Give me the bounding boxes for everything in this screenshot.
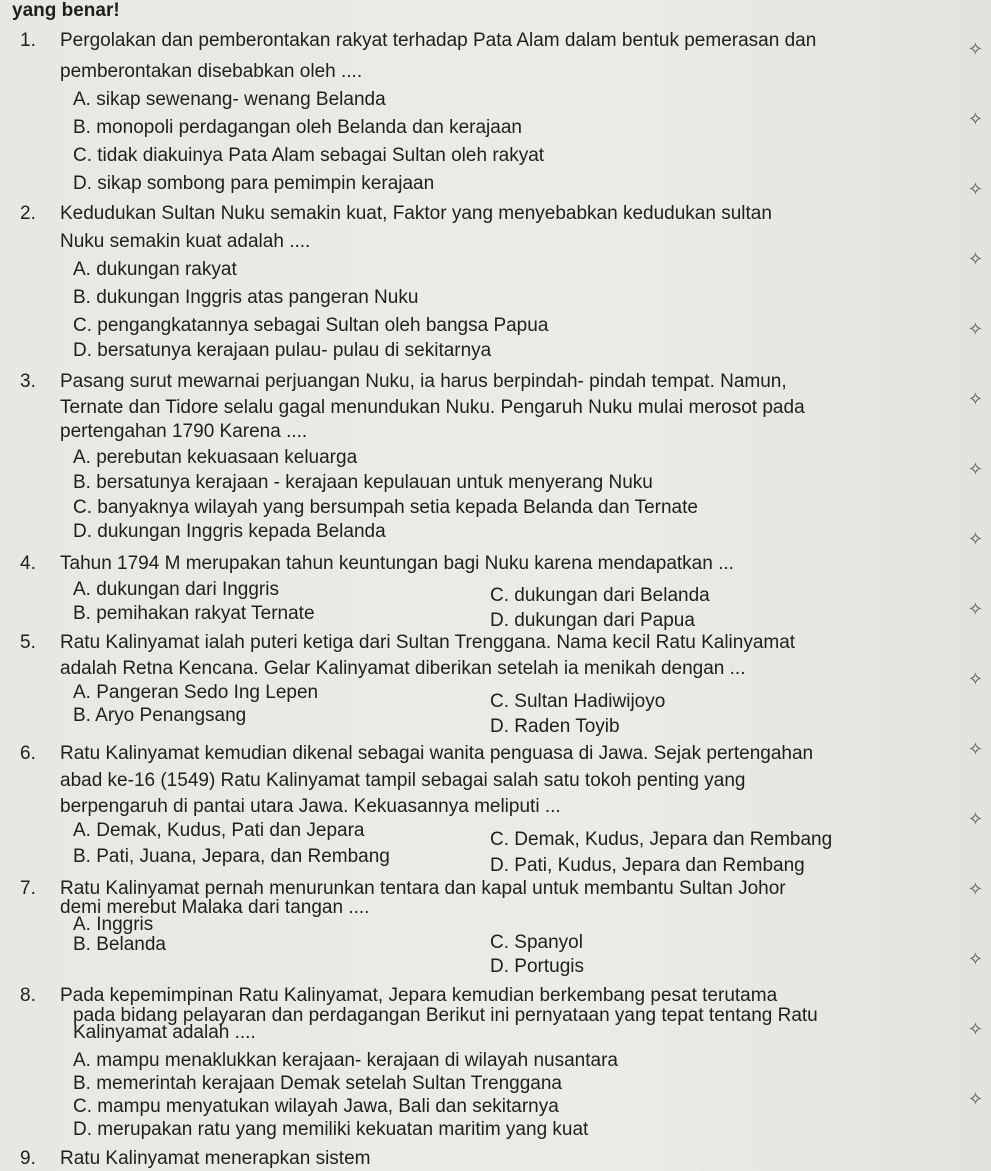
option-d: D. bersatunya kerajaan pulau- pulau di sekitarnya bbox=[73, 340, 492, 361]
question-text: Pergolakan dan pemberontakan rakyat terhadap Pata Alam dalam bentuk pemerasan dan bbox=[60, 30, 817, 51]
option-b: B. Belanda bbox=[73, 934, 166, 955]
option-c: C. tidak diakuinya Pata Alam sebagai Sultan oleh rakyat bbox=[73, 145, 545, 166]
option-c: C. mampu menyatukan wilayah Jawa, Bali dan sekitarnya bbox=[73, 1096, 559, 1117]
question-text: abad ke-16 (1549) Ratu Kalinyamat tampil sebagai salah satu tokoh penting yang bbox=[60, 770, 746, 791]
option-b: B. Aryo Penangsang bbox=[73, 705, 247, 726]
ornament-icon: ✧ bbox=[967, 1019, 983, 1039]
option-b: B. dukungan Inggris atas pangeran Nuku bbox=[73, 287, 419, 308]
decorative-border bbox=[955, 0, 991, 1171]
option-c: C. Spanyol bbox=[490, 932, 583, 953]
ornament-icon: ✧ bbox=[967, 1089, 983, 1109]
question-text: pemberontakan disebabkan oleh .... bbox=[60, 61, 363, 82]
question-number: 9. bbox=[20, 1148, 36, 1169]
question-text: Ratu Kalinyamat pernah menurunkan tentara dan kapal untuk membantu Sultan Johor bbox=[60, 878, 786, 899]
option-c: C. pengangkatannya sebagai Sultan oleh bangsa Papua bbox=[73, 315, 549, 336]
question-text: Pasang surut mewarnai perjuangan Nuku, ia harus berpindah- pindah tempat. Namun, bbox=[60, 371, 787, 392]
option-c: C. Sultan Hadiwijoyo bbox=[490, 691, 666, 712]
option-a: A. Inggris bbox=[73, 914, 154, 935]
ornament-icon: ✧ bbox=[967, 249, 983, 269]
option-a: A. sikap sewenang- wenang Belanda bbox=[73, 89, 386, 110]
ornament-icon: ✧ bbox=[967, 39, 983, 59]
option-a: A. perebutan kekuasaan keluarga bbox=[73, 447, 358, 468]
option-c: C. banyaknya wilayah yang bersumpah setia kepada Belanda dan Ternate bbox=[73, 497, 698, 518]
option-a: A. dukungan dari Inggris bbox=[73, 579, 279, 600]
question-text: Ratu Kalinyamat kemudian dikenal sebagai wanita penguasa di Jawa. Sejak pertengahan bbox=[60, 743, 814, 764]
option-a: A. Demak, Kudus, Pati dan Jepara bbox=[73, 820, 365, 841]
option-c: C. Demak, Kudus, Jepara dan Rembang bbox=[490, 829, 833, 850]
option-d: D. Portugis bbox=[490, 956, 584, 977]
option-a: A. Pangeran Sedo Ing Lepen bbox=[73, 682, 319, 703]
question-number: 2. bbox=[20, 203, 36, 224]
ornament-icon: ✧ bbox=[967, 879, 983, 899]
question-text: adalah Retna Kencana. Gelar Kalinyamat diberikan setelah ia menikah dengan ... bbox=[60, 658, 746, 679]
question-number: 5. bbox=[20, 632, 36, 653]
ornament-icon: ✧ bbox=[967, 389, 983, 409]
option-d: D. dukungan Inggris kepada Belanda bbox=[73, 521, 386, 542]
ornament-icon: ✧ bbox=[967, 109, 983, 129]
option-d: D. sikap sombong para pemimpin kerajaan bbox=[73, 173, 435, 194]
option-b: B. memerintah kerajaan Demak setelah Sultan Trenggana bbox=[73, 1073, 562, 1094]
question-text: berpengaruh di pantai utara Jawa. Kekuasannya meliputi ... bbox=[60, 796, 561, 817]
ornament-icon: ✧ bbox=[967, 739, 983, 759]
option-d: D. Pati, Kudus, Jepara dan Rembang bbox=[490, 855, 805, 876]
option-b: B. monopoli perdagangan oleh Belanda dan kerajaan bbox=[73, 117, 522, 138]
question-text: Pada kepemimpinan Ratu Kalinyamat, Jepara kemudian berkembang pesat terutama bbox=[60, 985, 778, 1006]
question-text: pada bidang pelayaran dan perdagangan Berikut ini pernyataan yang tepat tentang Ratu bbox=[73, 1005, 818, 1026]
question-text: Nuku semakin kuat adalah .... bbox=[60, 231, 311, 252]
option-b: B. Pati, Juana, Jepara, dan Rembang bbox=[73, 846, 390, 867]
question-text: Ratu Kalinyamat ialah puteri ketiga dari Sultan Trenggana. Nama kecil Ratu Kalinyamat bbox=[60, 632, 796, 653]
ornament-icon: ✧ bbox=[967, 809, 983, 829]
option-d: D. Raden Toyib bbox=[490, 716, 620, 737]
question-number: 3. bbox=[20, 371, 36, 392]
question-text: Kalinyamat adalah .... bbox=[73, 1022, 256, 1043]
question-text: demi merebut Malaka dari tangan .... bbox=[60, 897, 370, 918]
option-d: D. merupakan ratu yang memiliki kekuatan maritim yang kuat bbox=[73, 1119, 589, 1140]
header-text: yang benar! bbox=[12, 0, 120, 21]
question-number: 6. bbox=[20, 743, 36, 764]
ornament-icon: ✧ bbox=[967, 319, 983, 339]
ornament-icon: ✧ bbox=[967, 529, 983, 549]
question-text: Ternate dan Tidore selalu gagal menundukan Nuku. Pengaruh Nuku mulai merosot pada bbox=[60, 397, 805, 418]
question-text: pertengahan 1790 Karena .... bbox=[60, 421, 308, 442]
question-text: Ratu Kalinyamat menerapkan sistem bbox=[60, 1148, 371, 1169]
question-number: 8. bbox=[20, 985, 36, 1006]
ornament-icon: ✧ bbox=[967, 179, 983, 199]
ornament-icon: ✧ bbox=[967, 459, 983, 479]
question-number: 7. bbox=[20, 878, 36, 899]
option-b: B. bersatunya kerajaan - kerajaan kepulauan untuk menyerang Nuku bbox=[73, 472, 653, 493]
ornament-icon: ✧ bbox=[967, 949, 983, 969]
question-number: 1. bbox=[20, 30, 36, 51]
question-text: Kedudukan Sultan Nuku semakin kuat, Faktor yang menyebabkan kedudukan sultan bbox=[60, 203, 772, 224]
ornament-icon: ✧ bbox=[967, 669, 983, 689]
question-number: 4. bbox=[20, 553, 36, 574]
option-d: D. dukungan dari Papua bbox=[490, 610, 695, 631]
option-a: A. dukungan rakyat bbox=[73, 259, 237, 280]
ornament-icon: ✧ bbox=[967, 599, 983, 619]
option-a: A. mampu menaklukkan kerajaan- kerajaan di wilayah nusantara bbox=[73, 1050, 618, 1071]
option-c: C. dukungan dari Belanda bbox=[490, 585, 710, 606]
option-b: B. pemihakan rakyat Ternate bbox=[73, 603, 315, 624]
question-text: Tahun 1794 M merupakan tahun keuntungan bagi Nuku karena mendapatkan ... bbox=[60, 553, 734, 574]
